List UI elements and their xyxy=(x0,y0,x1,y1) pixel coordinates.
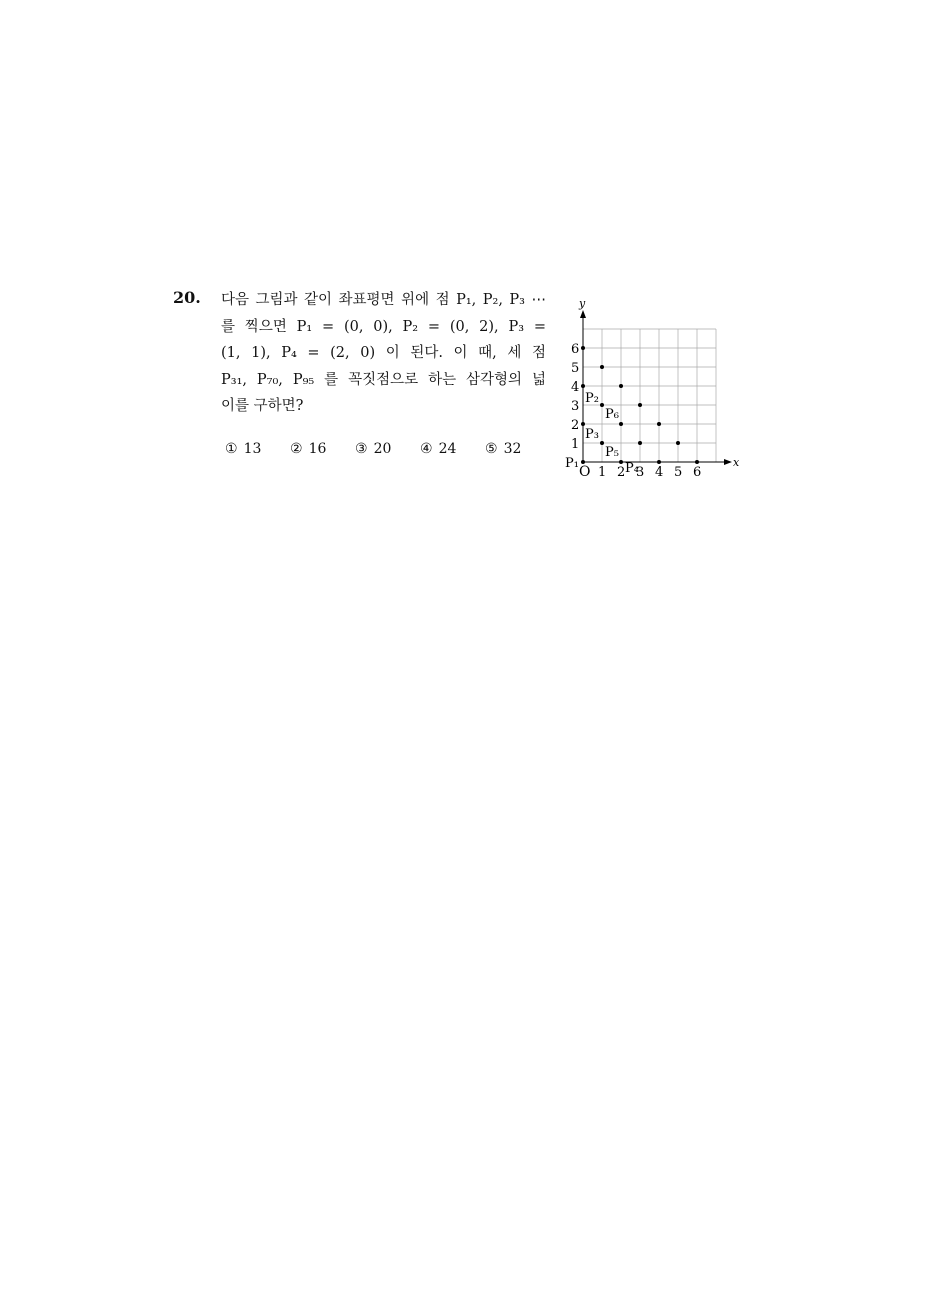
problem-line: 를 찍으면 P₁ = (0, 0), P₂ = (0, 2), P₃ = xyxy=(221,318,546,335)
plotted-point xyxy=(657,460,661,464)
plotted-point xyxy=(619,422,623,426)
y-tick-label: 5 xyxy=(571,361,580,376)
tick-labels xyxy=(571,342,701,480)
coordinate-figure xyxy=(560,292,750,487)
plotted-point xyxy=(657,422,661,426)
y-tick-label: 2 xyxy=(571,418,580,433)
y-tick-label: 4 xyxy=(571,380,580,395)
x-tick-label: 6 xyxy=(693,465,702,480)
x-axis-label: x xyxy=(733,456,740,469)
choice-3[interactable]: ③ 20 xyxy=(355,441,392,457)
x-axis-arrow-icon xyxy=(724,459,732,465)
point-label-p3: P₃ xyxy=(585,427,599,442)
y-axis-label: y xyxy=(579,297,586,310)
plotted-point xyxy=(581,384,585,388)
point-label-p1: P₁ xyxy=(565,456,579,471)
plotted-point xyxy=(638,441,642,445)
choice-5[interactable]: ⑤ 32 xyxy=(485,441,522,457)
plotted-point xyxy=(581,460,585,464)
problem-line: 다음 그림과 같이 좌표평면 위에 점 P₁, P₂, P₃ ⋯ xyxy=(221,292,546,308)
problem-line: P₃₁, P₇₀, P₉₅ 를 꼭짓점으로 하는 삼각형의 넓 xyxy=(221,371,546,388)
plotted-point xyxy=(695,460,699,464)
point-label-p5: P₅ xyxy=(605,445,619,460)
choice-2[interactable]: ② 16 xyxy=(290,441,327,457)
problem-line: (1, 1), P₄ = (2, 0) 이 된다. 이 때, 세 점 xyxy=(221,345,546,361)
choice-1[interactable]: ① 13 xyxy=(225,441,262,457)
y-tick-label: 6 xyxy=(571,342,580,357)
point-label-p6: P₆ xyxy=(605,407,619,422)
x-tick-label: 3 xyxy=(636,465,645,480)
x-tick-label: 5 xyxy=(674,465,683,480)
problem-number: 20. xyxy=(173,288,201,307)
problem-text xyxy=(221,287,546,420)
plotted-point xyxy=(600,365,604,369)
y-axis-arrow-icon xyxy=(580,310,586,318)
plotted-point xyxy=(600,441,604,445)
origin-label: O xyxy=(579,464,591,480)
point-label-p4: P₄ xyxy=(625,461,639,476)
choice-4[interactable]: ④ 24 xyxy=(420,441,457,457)
y-tick-label: 3 xyxy=(571,399,580,414)
point-label-p2: P₂ xyxy=(585,391,599,406)
x-tick-label: 2 xyxy=(617,465,626,480)
plotted-point xyxy=(619,384,623,388)
plotted-point xyxy=(600,403,604,407)
answer-choices xyxy=(225,441,550,457)
x-tick-label: 4 xyxy=(655,465,664,480)
plotted-point xyxy=(638,403,642,407)
plotted-point xyxy=(619,460,623,464)
x-tick-label: 1 xyxy=(598,465,607,480)
y-tick-label: 1 xyxy=(571,437,580,452)
problem-line: 이를 구하면? xyxy=(221,398,304,414)
plotted-point xyxy=(581,422,585,426)
plotted-point xyxy=(581,346,585,350)
plotted-point xyxy=(676,441,680,445)
